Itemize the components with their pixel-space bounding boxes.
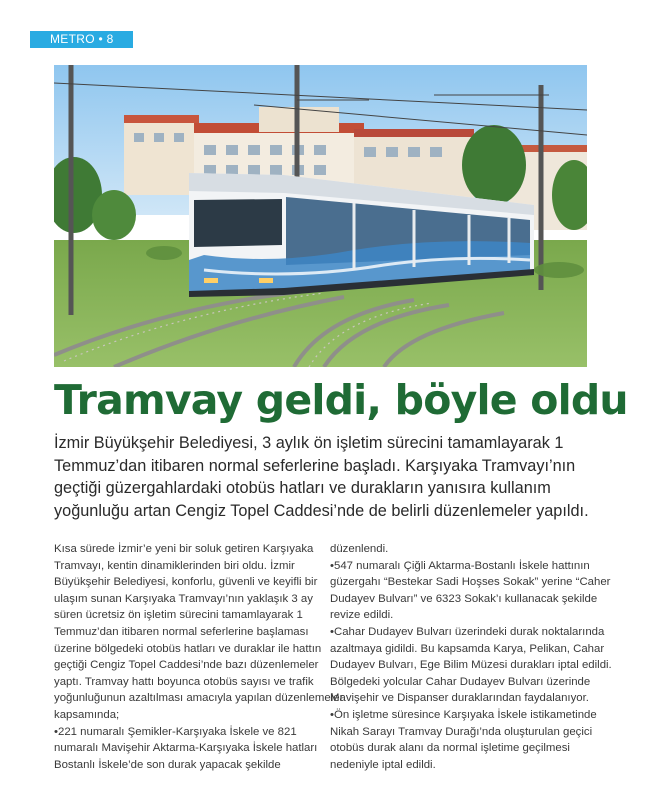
body-line: Bölgedeki yolcular Cahar Dudayev Bulvarı üzerinde — [330, 675, 591, 688]
body-line: numaralı Mavişehir Aktarma-Karşıyaka İskele hatları — [54, 742, 318, 755]
body-line: Dudayev Bulvarı” ve 6323 Sokak’ı kullanacak şekilde — [330, 592, 598, 605]
body-line: süren ücretsiz ön işletim sürecini tamamlayarak 1 — [54, 609, 303, 622]
body-line: •221 numaralı Şemikler-Karşıyaka İskele ve 821 — [54, 725, 297, 738]
body-line: üzerine bölgedeki otobüs hatları ve duraklar ile hattın — [54, 642, 322, 655]
body-line: kapsamında; — [54, 708, 120, 721]
body-line: revize edildi. — [330, 609, 394, 622]
body-line: Büyükşehir Belediyesi, konforlu, güvenli ve keyifli bir — [54, 576, 318, 589]
lead-paragraph — [54, 432, 594, 522]
body-line: Tramvayı, kentin dinamiklerinden biri oldu. İzmir — [54, 559, 295, 572]
body-line: otobüs durak alanı da normal işletime geçilmesi — [330, 742, 570, 755]
body-line: •547 numaralı Çiğli Aktarma-Bostanlı İskele hattının — [330, 559, 590, 572]
body-line: Kısa sürede İzmir’e yeni bir soluk getiren Karşıyaka — [54, 543, 314, 555]
body-column-right — [330, 541, 612, 773]
body-line: azaltmaya gidildi. Bu kapsamda Karya, Pelikan, Cahar — [330, 642, 605, 655]
lead-line: yoğunluğu artan Cengiz Topel Caddesi’nde de belirli düzenlemeler yapıldı. — [54, 501, 589, 520]
lead-line: geçtiği güzergahlardaki otobüs hatları ve durakların yanısıra kullanım — [54, 479, 551, 497]
body-line: güzergahı “Bestekar Sadi Hoşses Sokak” yerine “Caher — [330, 576, 611, 589]
body-line: yaptı. Tramvay hattı boyunca otobüs sayısı ve trafik — [54, 675, 314, 688]
body-line: Temmuz’dan itibaren normal seferlerine başlaması — [54, 625, 309, 638]
lead-line: İzmir Büyükşehir Belediyesi, 3 aylık ön işletim sürecini tamamlayarak 1 — [54, 434, 564, 452]
body-line: düzenlendi. — [330, 543, 389, 555]
body-line: •Cahar Dudayev Bulvarı üzerindeki durak noktalarında — [330, 625, 605, 638]
body-line: Bostanlı İskele’de son durak yapacak şekilde — [54, 758, 281, 771]
section-tag: METRO • 8 — [30, 31, 133, 48]
body-line: •Ön işletme süresince Karşıyaka İskele istikametinde — [330, 708, 597, 721]
tram-photo — [54, 65, 587, 367]
body-line: Nikah Sarayı Tramvay Durağı’nda oluşturulan geçici — [330, 725, 593, 738]
body-line: yoğunluğunun azaltılması amacıyla yapılan düzenlemeler — [54, 692, 344, 705]
body-line: Dudayev Bulvarı, Ege Bilim Müzesi durakları iptal edildi. — [330, 659, 612, 672]
body-column-left — [54, 541, 344, 773]
body-line: Mavişehir ve Dispanser duraklarından faydalanıyor. — [330, 692, 589, 705]
body-line: ulaşım sunan Karşıyaka Tramvayı’nın yaklaşık 3 ay — [54, 592, 313, 605]
body-line: nedeniyle iptal edildi. — [330, 758, 436, 771]
lead-line: Temmuz’dan itibaren normal seferlerine başladı. Karşıyaka Tramvayı’nın — [54, 456, 576, 475]
body-line: geçtiği Cengiz Topel Caddesi’nde bazı düzenlemeler — [54, 659, 319, 672]
headline: Tramvay geldi, böyle oldu — [54, 376, 628, 424]
